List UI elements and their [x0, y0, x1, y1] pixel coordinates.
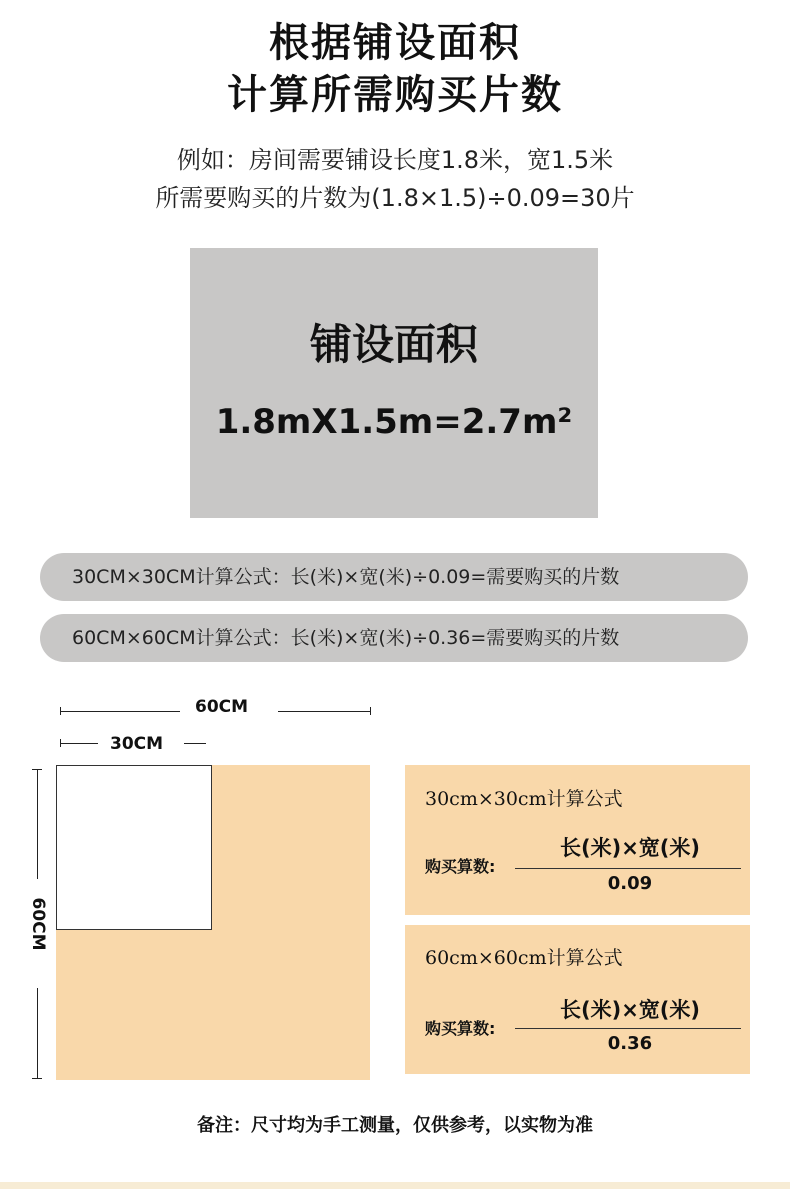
area-box-formula: 1.8mX1.5m=2.7m² [215, 402, 573, 442]
dim-side-line-top [37, 769, 38, 879]
formula-card-30-label: 购买算数: [425, 857, 496, 876]
formula-pill-60 [40, 614, 748, 662]
tile-30cm [56, 765, 212, 930]
footer-note: 备注：尺寸均为手工测量，仅供参考，以实物为准 [197, 1115, 593, 1136]
dim-60-line-right [278, 711, 370, 712]
formula-card-30-title: 30cm×30cm计算公式 [425, 788, 623, 810]
example-line-1: 例如：房间需要铺设长度1.8米，宽1.5米 [176, 146, 614, 174]
bottom-strip [0, 1182, 790, 1189]
area-box [190, 248, 598, 518]
formula-pill-30 [40, 553, 748, 601]
formula-card-60-title: 60cm×60cm计算公式 [425, 947, 623, 969]
dim-30-line-right [184, 743, 206, 744]
formula-card-60-denominator: 0.36 [607, 1033, 653, 1054]
dim-60-tick-right [370, 707, 371, 715]
title-line-2: 计算所需购买片数 [227, 72, 563, 118]
example-line-2: 所需要购买的片数为(1.8×1.5)÷0.09=30片 [155, 184, 635, 212]
formula-pill-30-text: 30CM×30CM计算公式：长(米)×宽(米)÷0.09=需要购买的片数 [72, 566, 620, 588]
formula-card-30 [405, 765, 750, 915]
formula-card-60-fraction-line [515, 1028, 741, 1029]
dim-60-top-label: 60CM [195, 697, 249, 717]
dim-side-line-bottom [37, 988, 38, 1078]
dim-30-line-left [60, 743, 98, 744]
dim-60-line-left [60, 711, 180, 712]
formula-card-60 [405, 925, 750, 1074]
formula-pill-60-text: 60CM×60CM计算公式：长(米)×宽(米)÷0.36=需要购买的片数 [72, 627, 620, 649]
title-line-1: 根据铺设面积 [269, 20, 521, 66]
dim-30-top-label: 30CM [110, 734, 164, 754]
dim-60-side-label: 60CM [28, 897, 48, 951]
formula-card-30-numerator: 长(米)×宽(米) [560, 836, 700, 860]
dim-side-tick-bottom [32, 1078, 42, 1079]
formula-card-60-numerator: 长(米)×宽(米) [560, 998, 700, 1022]
formula-card-30-fraction-line [515, 868, 741, 869]
area-box-title: 铺设面积 [309, 320, 478, 369]
formula-card-30-denominator: 0.09 [607, 873, 653, 894]
formula-card-60-label: 购买算数: [425, 1019, 496, 1038]
